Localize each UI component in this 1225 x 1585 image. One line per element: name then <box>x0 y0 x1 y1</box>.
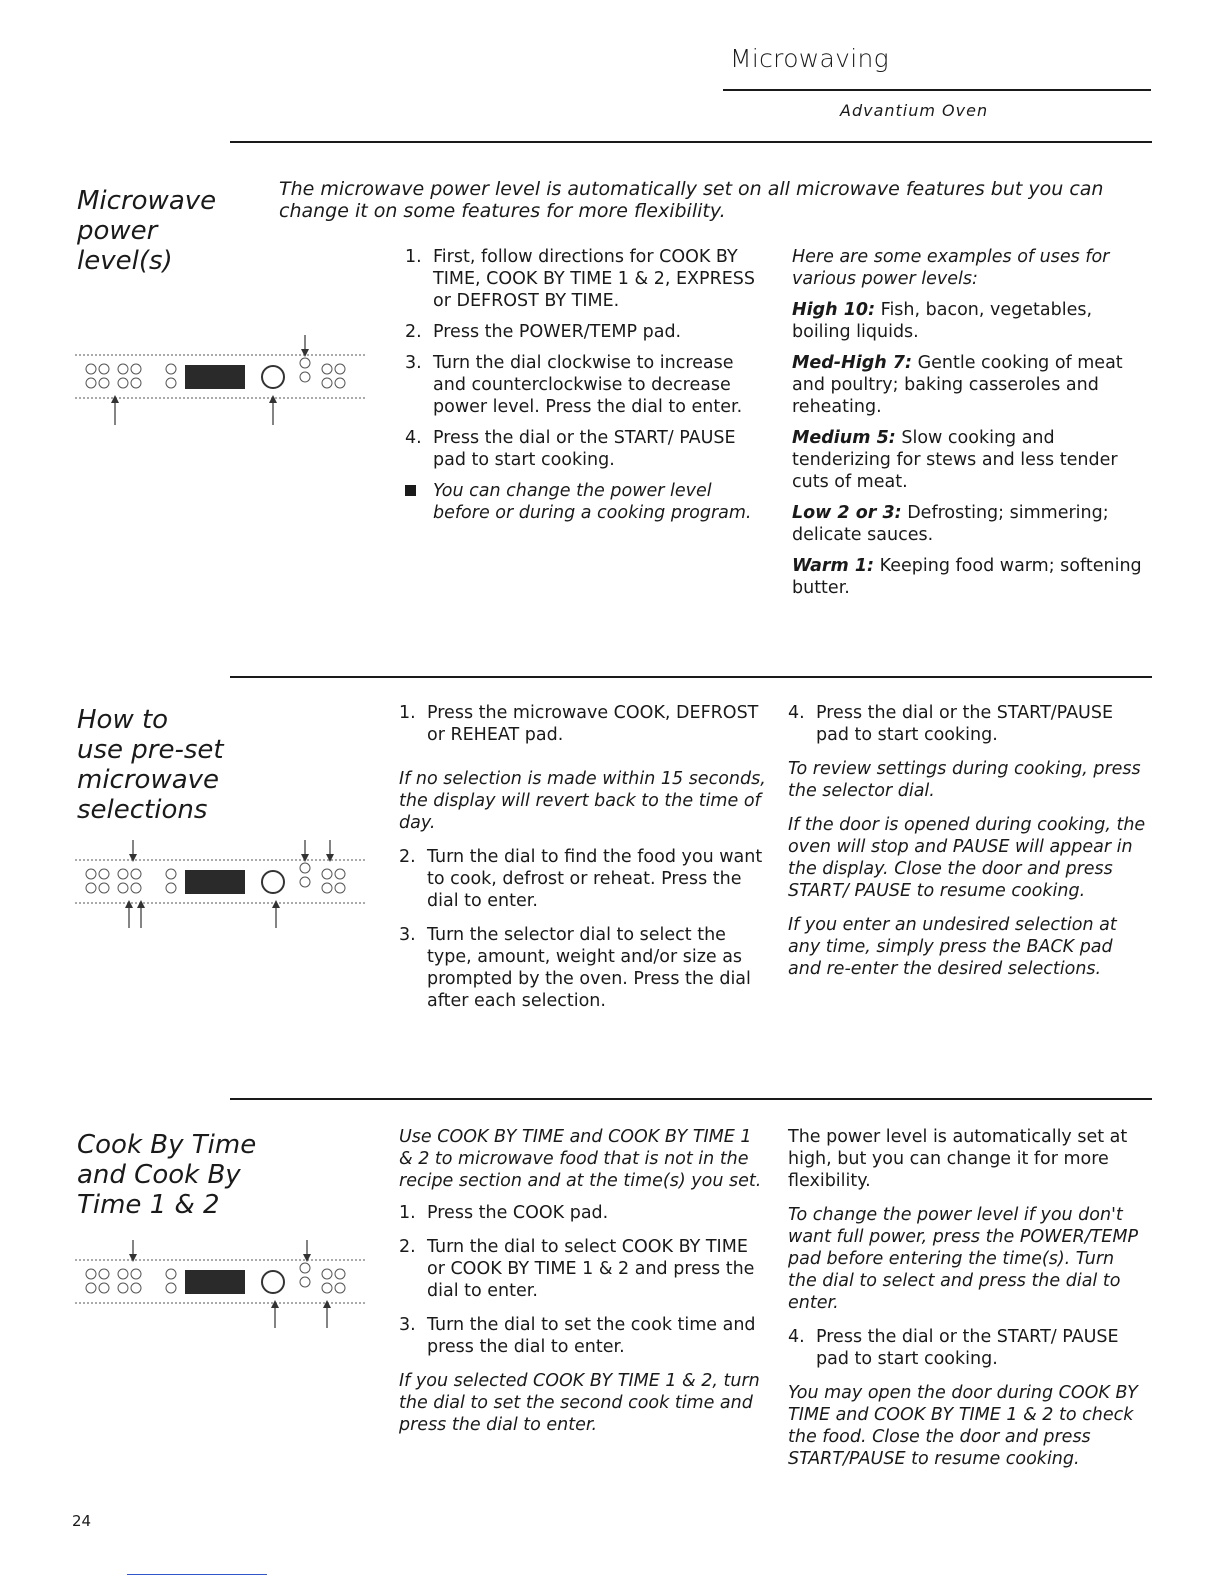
note-text: If the door is opened during cooking, the oven will stop and PAUSE will appear in the display. Close the door and press START/ PAUSE to resume cooking. <box>788 815 1146 901</box>
section-divider-2 <box>230 676 1152 678</box>
power-level-label: High 10: <box>792 300 876 320</box>
examples-intro: Here are some examples of uses for various power levels: <box>792 247 1110 289</box>
step-text: Press the dial or the START/PAUSE pad to start cooking. <box>816 703 1114 745</box>
list-item <box>399 1202 767 1224</box>
power-level-item <box>792 502 1147 546</box>
step-text: Turn the dial clockwise to increase and counterclockwise to decrease power level. Press the dial to enter. <box>433 353 743 417</box>
step-number: 2. <box>399 847 416 867</box>
step-number: 2. <box>405 322 422 342</box>
section-divider-1 <box>230 141 1152 143</box>
step-text: Turn the dial to select COOK BY TIME or COOK BY TIME 1 & 2 and press the dial to enter. <box>427 1237 755 1301</box>
power-title-line: power <box>77 216 158 246</box>
power-level-label: Low 2 or 3: <box>792 503 902 523</box>
list-item <box>405 352 770 418</box>
step-text: Press the microwave COOK, DEFROST or REHEAT pad. <box>427 703 759 745</box>
power-steps <box>405 246 770 533</box>
control-panel-illustration <box>75 335 365 425</box>
step-text: Turn the dial to set the cook time and press the dial to enter. <box>427 1315 756 1357</box>
control-panel-illustration <box>75 840 365 930</box>
section-header-title: Microwaving <box>730 44 889 73</box>
step-number: 2. <box>399 1237 416 1257</box>
list-item <box>399 924 767 1012</box>
step-number: 3. <box>399 1315 416 1335</box>
control-panel-illustration <box>75 1240 365 1330</box>
power-title-line: Microwave <box>77 186 217 216</box>
note-text: If no selection is made within 15 seconds, the display will revert back to the time of day. <box>399 769 766 833</box>
preset-steps-right <box>788 702 1148 989</box>
step-text: Turn the selector dial to select the type, amount, weight and/or size as prompted by the oven. Press the dial after each selection. <box>427 925 751 1011</box>
bullet-square-icon <box>405 485 416 496</box>
step-text: Press the dial or the START/ PAUSE pad to start cooking. <box>433 428 736 470</box>
step-number: 3. <box>405 353 422 373</box>
step-text: First, follow directions for COOK BY TIME, COOK BY TIME 1 & 2, EXPRESS or DEFROST BY TIME. <box>433 247 756 311</box>
power-title-line: level(s) <box>77 246 173 276</box>
step-number: 4. <box>788 1327 805 1347</box>
preset-section-title <box>77 705 224 825</box>
intro-text: Use COOK BY TIME and COOK BY TIME 1 & 2 to microwave food that is not in the recipe section and at the time(s) you set. <box>399 1127 762 1191</box>
power-level-text: Fish, bacon, vegetables, boiling liquids. <box>792 300 1093 342</box>
cookbytime-title-line: Time 1 & 2 <box>77 1190 220 1220</box>
cookbytime-title-line: Cook By Time <box>77 1130 257 1160</box>
step-text: Press the COOK pad. <box>427 1203 609 1223</box>
list-item <box>788 1326 1148 1370</box>
list-item <box>405 246 770 312</box>
step-text: Press the POWER/TEMP pad. <box>433 322 682 342</box>
power-level-label: Medium 5: <box>792 428 896 448</box>
list-item <box>405 321 770 343</box>
cookbytime-steps-left <box>399 1126 767 1445</box>
note-text: To review settings during cooking, press the selector dial. <box>788 759 1141 801</box>
note-text: If you selected COOK BY TIME 1 & 2, turn the dial to set the second cook time and press the dial to enter. <box>399 1371 760 1435</box>
list-item <box>405 427 770 471</box>
list-item <box>399 846 767 912</box>
list-item <box>399 1314 767 1358</box>
power-level-label: Med-High 7: <box>792 353 912 373</box>
power-level-examples <box>792 246 1147 608</box>
note-text: To change the power level if you don't want full power, press the POWER/TEMP pad before entering the time(s). Turn the dial to select and press the dial to enter. <box>788 1205 1138 1313</box>
header-subtitle: Advantium Oven <box>840 101 989 120</box>
step-text: Turn the dial to find the food you want to cook, defrost or reheat. Press the dial to enter. <box>427 847 763 911</box>
footer-link-underline <box>127 1574 267 1575</box>
power-intro: The microwave power level is automatically set on all microwave features but you can change it on some features for more flexibility. <box>279 178 1104 222</box>
preset-title-line: selections <box>77 795 208 825</box>
preset-title-line: microwave <box>77 765 220 795</box>
note-text: If you enter an undesired selection at any time, simply press the BACK pad and re-enter the desired selections. <box>788 915 1117 979</box>
step-number: 1. <box>399 1203 416 1223</box>
preset-title-line: use pre-set <box>77 735 224 765</box>
step-number: 4. <box>405 428 422 448</box>
list-item <box>399 702 767 746</box>
power-level-text: Keeping food warm; softening butter. <box>792 556 1142 598</box>
step-number: 1. <box>399 703 416 723</box>
step-number: 4. <box>788 703 805 723</box>
power-level-item <box>792 427 1147 493</box>
power-level-text: Slow cooking and tenderizing for stews and less tender cuts of meat. <box>792 428 1118 492</box>
cookbytime-section-title <box>77 1130 256 1220</box>
section-divider-3 <box>230 1098 1152 1100</box>
list-item <box>788 702 1148 746</box>
note-text: You can change the power level before or during a cooking program. <box>433 481 752 523</box>
body-text: The power level is automatically set at high, but you can change it for more flexibility. <box>788 1127 1128 1191</box>
step-number: 3. <box>399 925 416 945</box>
power-level-item <box>792 555 1147 599</box>
power-level-item <box>792 352 1147 418</box>
list-item <box>399 1236 767 1302</box>
power-level-item <box>792 299 1147 343</box>
page-number: 24 <box>72 1512 92 1530</box>
preset-title-line: How to <box>77 705 169 735</box>
step-number: 1. <box>405 247 422 267</box>
step-text: Press the dial or the START/ PAUSE pad to start cooking. <box>816 1327 1119 1369</box>
note-text: You may open the door during COOK BY TIME and COOK BY TIME 1 & 2 to check the food. Close the door and press START/PAUSE to resume cooking. <box>788 1383 1138 1469</box>
cookbytime-steps-right <box>788 1126 1148 1479</box>
note-item <box>405 480 770 524</box>
power-section-title <box>77 186 216 276</box>
power-level-label: Warm 1: <box>792 556 875 576</box>
power-level-text: Gentle cooking of meat and poultry; baking casseroles and reheating. <box>792 353 1123 417</box>
header-rule <box>723 89 1151 91</box>
cookbytime-title-line: and Cook By <box>77 1160 241 1190</box>
power-level-text: Defrosting; simmering; delicate sauces. <box>792 503 1109 545</box>
preset-steps-left <box>399 702 767 1021</box>
